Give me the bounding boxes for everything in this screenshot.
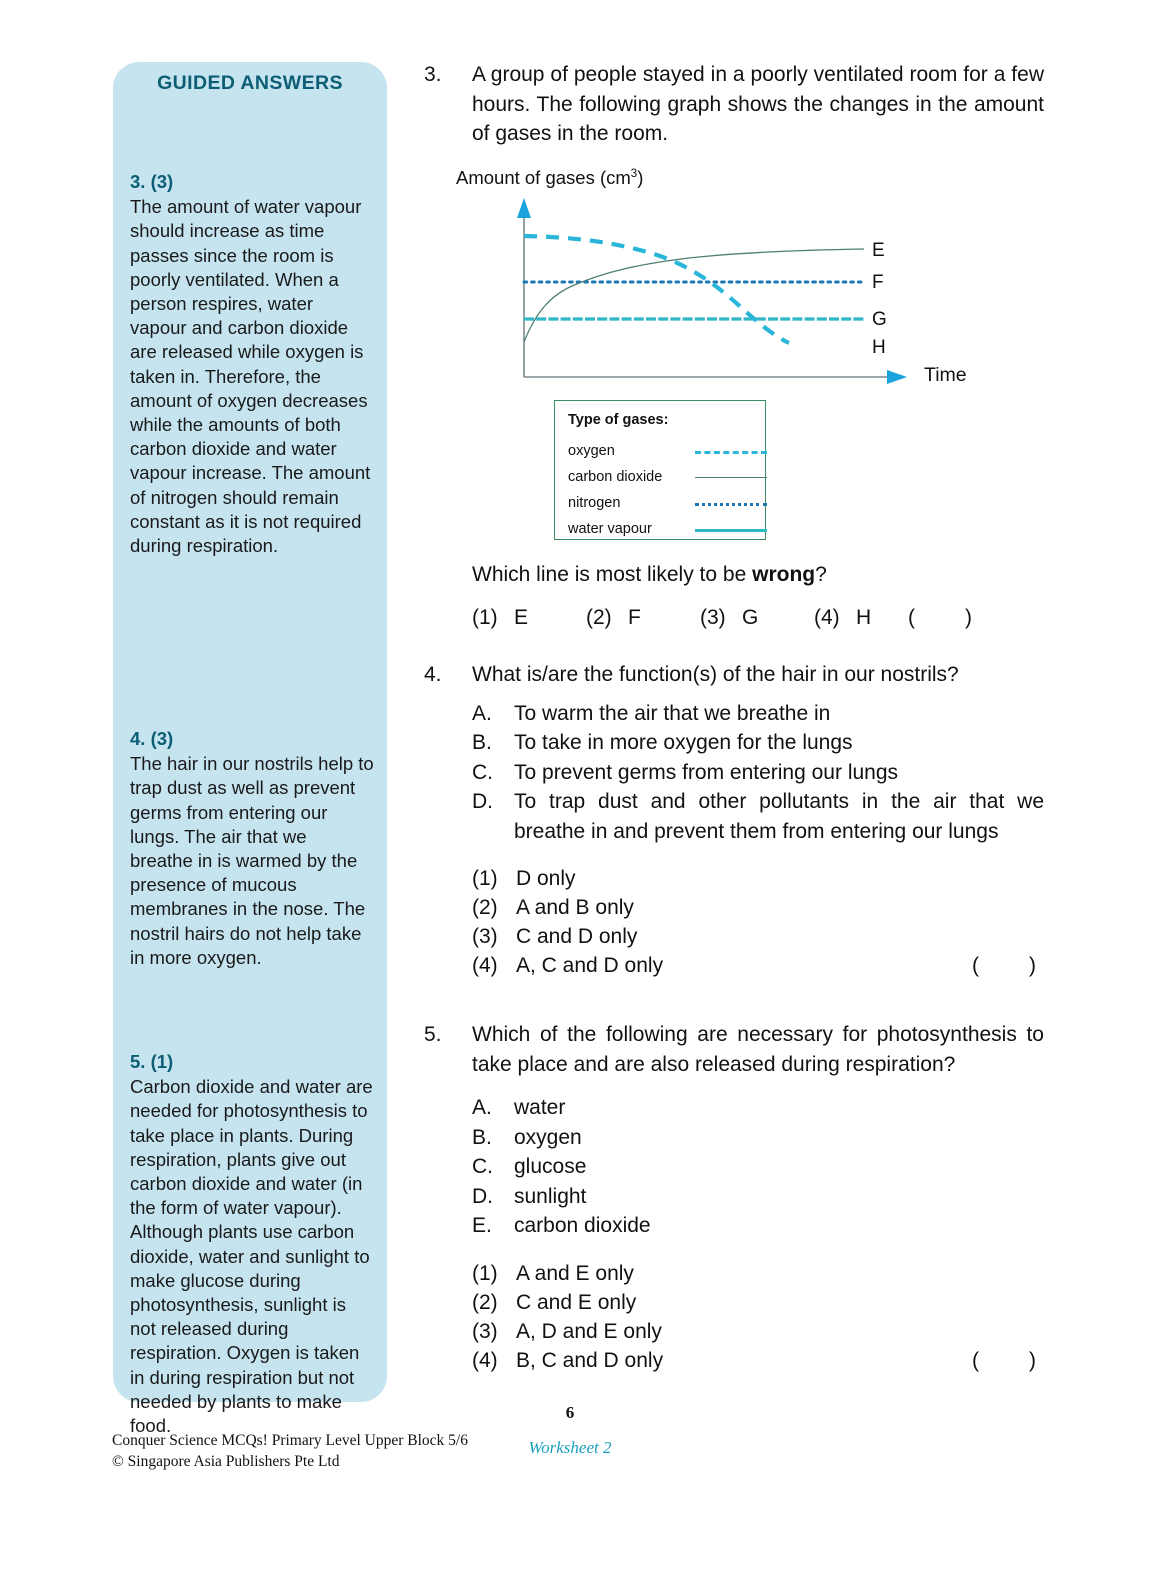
question-4-number: 4.	[424, 663, 442, 686]
question-5-number: 5.	[424, 1023, 442, 1046]
chart-y-axis-label-tail: )	[637, 167, 644, 188]
guided-answer-3	[130, 170, 374, 558]
chart-axes	[517, 198, 907, 384]
question-3-choices	[472, 603, 1044, 632]
question-5-answer-bracket-open[interactable]: (	[972, 1348, 979, 1372]
choice-row[interactable]	[472, 1346, 1044, 1375]
question-5-option-E-key: E.	[472, 1214, 492, 1237]
chart-y-axis-label	[456, 167, 643, 189]
guided-answer-3-number: 3. (3)	[130, 171, 174, 192]
guided-answer-4	[130, 727, 374, 970]
question-4-answer-bracket-close[interactable]: )	[1029, 954, 1036, 977]
option-row	[472, 699, 1044, 729]
question-3-number: 3.	[424, 63, 442, 86]
question-3-stem: A group of people stayed in a poorly ventilated room for a few hours. The following graph shows the changes in the amount of gases in the room.	[472, 63, 1044, 145]
question-5-option-D-key: D.	[472, 1184, 493, 1208]
question-4-option-D-value: To trap dust and other pollutants in the air that we breathe in and prevent them from entering our lungs	[514, 790, 1044, 843]
legend-label-water-vapour: water vapour	[568, 521, 652, 537]
choice-row[interactable]	[472, 1259, 1044, 1288]
legend-label-carbon-dioxide: carbon dioxide	[568, 469, 663, 485]
option-row	[472, 758, 1044, 788]
question-3-choice-2-value[interactable]: F	[628, 606, 641, 629]
legend-swatch-carbon-dioxide-solid-icon	[695, 477, 767, 482]
question-5-options	[472, 1093, 1044, 1241]
chart-line-label-E: E	[872, 240, 885, 261]
question-3-choice-4-key[interactable]: (4)	[814, 606, 840, 629]
question-4-option-A-key: A.	[472, 701, 492, 725]
chart-legend-title: Type of gases:	[568, 412, 669, 428]
guided-answers-sidebar	[113, 62, 387, 1437]
question-5-option-B-key: B.	[472, 1125, 492, 1149]
question-5-choice-1-value[interactable]: A and E only	[516, 1261, 634, 1285]
question-4-choice-4-key[interactable]: (4)	[472, 954, 498, 977]
chart-line-label-F: F	[872, 272, 884, 293]
question-5-choice-4-key[interactable]: (4)	[472, 1348, 498, 1372]
question-3-prompt	[472, 560, 827, 589]
question-5-answer-bracket-close[interactable]: )	[1029, 1348, 1036, 1372]
question-4-answer-bracket-open[interactable]: (	[972, 954, 979, 977]
question-3-choice-1-value[interactable]: E	[514, 606, 529, 629]
page-number: 6	[565, 1403, 575, 1422]
question-4-choice-3-key[interactable]: (3)	[472, 925, 498, 948]
guided-answer-4-number: 4. (3)	[130, 728, 174, 749]
question-4-option-B-value: To take in more oxygen for the lungs	[514, 731, 853, 754]
chart-line-label-H: H	[872, 337, 886, 358]
question-4-choice-3-value[interactable]: C and D only	[516, 925, 638, 948]
question-3-answer-bracket-open[interactable]: (	[908, 606, 915, 629]
question-5-option-E-value: carbon dioxide	[514, 1214, 651, 1237]
footer-credit-line2: © Singapore Asia Publishers Pte Ltd	[112, 1453, 340, 1470]
series-carbon-dioxide	[524, 249, 864, 342]
question-4-option-C-key: C.	[472, 760, 493, 784]
chart-y-axis-label-sup: 3	[630, 167, 638, 180]
question-4-choice-2-key[interactable]: (2)	[472, 896, 498, 919]
option-row	[472, 1093, 1044, 1123]
question-5-option-C-value: glucose	[514, 1155, 587, 1178]
question-5-choice-1-key[interactable]: (1)	[472, 1261, 498, 1285]
question-5-choice-2-value[interactable]: C and E only	[516, 1290, 637, 1314]
legend-label-nitrogen: nitrogen	[568, 495, 621, 511]
question-4-choice-1-value[interactable]: D only	[516, 867, 576, 890]
option-row	[472, 1123, 1044, 1153]
footer-credit-line1: Conquer Science MCQs! Primary Level Upper Block 5/6	[112, 1432, 468, 1449]
question-4-stem: What is/are the function(s) of the hair in our nostrils?	[472, 663, 959, 686]
question-4-option-A-value: To warm the air that we breathe in	[514, 701, 831, 725]
option-row	[472, 1211, 1044, 1241]
choice-row[interactable]	[472, 1317, 1044, 1346]
choice-row[interactable]	[472, 951, 1044, 980]
question-5-option-B-value: oxygen	[514, 1125, 582, 1149]
question-4-choice-1-key[interactable]: (1)	[472, 867, 498, 890]
question-5-answer-bracket[interactable]	[972, 1346, 1036, 1375]
question-4-choice-2-value[interactable]: A and B only	[516, 896, 634, 919]
question-3	[424, 60, 1044, 629]
question-4-option-C-value: To prevent germs from entering our lungs	[514, 760, 899, 784]
worksheet-label: Worksheet 2	[528, 1438, 612, 1457]
question-3-choice-1-key[interactable]: (1)	[472, 606, 498, 629]
question-3-prompt-bold: wrong	[752, 563, 816, 586]
question-4-options	[472, 699, 1044, 847]
choice-row[interactable]	[472, 864, 1044, 893]
question-5-choice-2-key[interactable]: (2)	[472, 1290, 498, 1314]
question-4-option-B-key: B.	[472, 731, 492, 754]
option-row	[472, 1182, 1044, 1212]
footer-credit	[112, 1430, 468, 1472]
question-3-choice-4-value[interactable]: H	[856, 606, 872, 629]
guided-answer-5-number: 5. (1)	[130, 1051, 174, 1072]
question-3-choice-2-key[interactable]: (2)	[586, 606, 612, 629]
question-3-prompt-after: ?	[815, 563, 827, 586]
legend-swatch-water-vapour-solid-icon	[695, 529, 767, 536]
chart-line-label-G: G	[872, 309, 887, 330]
legend-label-oxygen: oxygen	[568, 443, 615, 459]
choice-row[interactable]	[472, 1288, 1044, 1317]
option-row	[472, 728, 1044, 758]
chart-legend	[554, 400, 766, 540]
guided-answers-title: GUIDED ANSWERS	[157, 72, 343, 94]
guided-answer-5	[130, 1050, 374, 1438]
choice-row[interactable]	[472, 893, 1044, 922]
guided-answer-5-text: Carbon dioxide and water are needed for photosynthesis to take place in plants. During respiration, plants give out carbon dioxide and water (in the form of water vapour). Although plants use carbon dioxide, water and sunlight to make glucose during photosynthesis, sunlight is not released during respiration. Oxygen is taken in during respiration but not needed by plants to make food.	[130, 1076, 373, 1437]
question-5-option-C-key: C.	[472, 1155, 493, 1178]
series-oxygen	[524, 236, 789, 343]
question-5-option-A-key: A.	[472, 1096, 492, 1119]
question-5-option-A-value: water	[514, 1096, 566, 1119]
question-5	[424, 1020, 1044, 1375]
option-row	[472, 1152, 1044, 1182]
guided-answer-4-text: The hair in our nostrils help to trap dust as well as prevent germs from entering our lungs. The air that we breathe in is warmed by the presence of mucous membranes in the nose. The nostril hairs do not help take in more oxygen.	[130, 753, 374, 968]
question-3-prompt-before: Which line is most likely to be	[472, 563, 753, 586]
option-row	[472, 787, 1044, 846]
gases-line-chart	[424, 192, 1044, 407]
question-5-choice-3-value[interactable]: A, D and E only	[516, 1319, 662, 1343]
question-4-answer-bracket[interactable]	[972, 951, 1036, 980]
question-3-choice-3-value[interactable]: G	[742, 606, 759, 629]
question-4	[424, 660, 1044, 980]
question-5-choice-4-value[interactable]: B, C and D only	[516, 1348, 664, 1372]
question-5-choice-3-key[interactable]: (3)	[472, 1319, 498, 1343]
question-5-stem: Which of the following are necessary for photosynthesis to take place and are also released during respiration?	[472, 1023, 1044, 1076]
chart-y-axis-label-text: Amount of gases (cm	[456, 167, 631, 188]
choice-row[interactable]	[472, 922, 1044, 951]
question-5-choices	[472, 1259, 1044, 1375]
question-3-choice-3-key[interactable]: (3)	[700, 606, 726, 629]
question-4-choices	[472, 864, 1044, 980]
question-4-choice-4-value[interactable]: A, C and D only	[516, 954, 664, 977]
legend-swatch-oxygen-dashed-icon	[695, 451, 767, 458]
guided-answer-3-text: The amount of water vapour should increase as time passes since the room is poorly ventilated. When a person respires, water vapour and carbon dioxide are released while oxygen is taken in. Therefore, the amount of oxygen decreases while the amounts of both carbon dioxide and water vapour increase. The amount of nitrogen should remain constant as it is not required during respiration.	[130, 196, 371, 557]
question-5-option-D-value: sunlight	[514, 1184, 587, 1208]
question-3-answer-bracket-close[interactable]: )	[965, 606, 972, 629]
legend-swatch-nitrogen-dotted-icon	[695, 503, 767, 510]
question-4-option-D-key: D.	[472, 790, 493, 813]
chart-x-axis-label: Time	[924, 364, 967, 386]
